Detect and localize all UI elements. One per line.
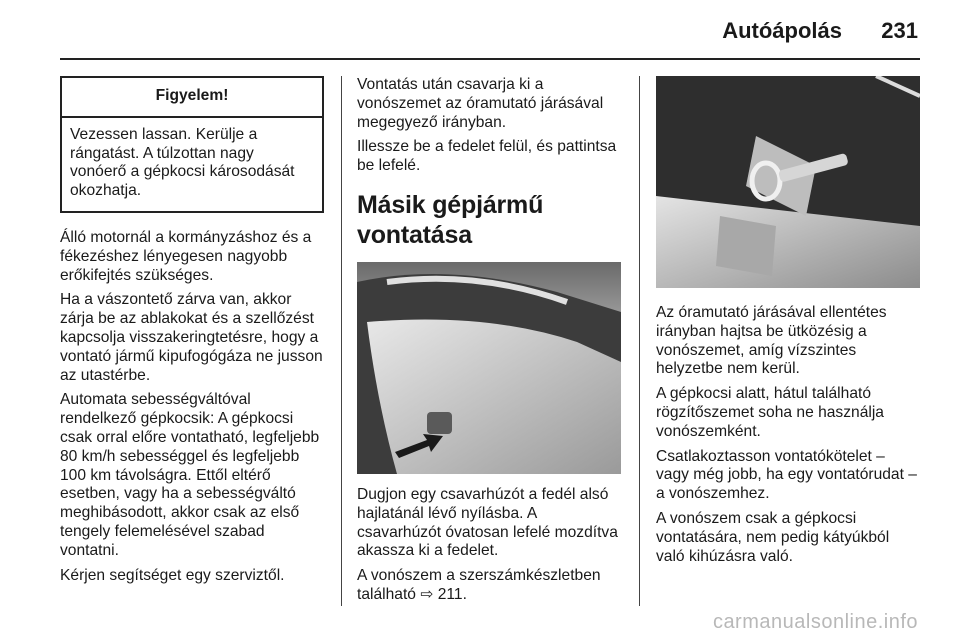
reference-page: 211. <box>437 585 467 603</box>
page-number: 231 <box>881 18 918 43</box>
warning-title: Figyelem! <box>62 78 322 118</box>
paragraph: Dugjon egy csavarhúzót a fedél alsó hajlatánál lévő nyílásba. A csavarhúzót óvatosan lefelé mozdítva akassza ki a fedelet. <box>357 485 618 560</box>
rear-bumper-cover-illustration <box>357 262 623 474</box>
page-reference-arrow-icon: ⇨ <box>420 585 434 603</box>
column-divider-2 <box>639 76 640 606</box>
paragraph: Illessze be a fedelet felül, és pattintsa be lefelé. <box>357 138 617 175</box>
towing-eye-illustration <box>656 76 922 288</box>
column-divider-1 <box>341 76 342 606</box>
paragraph: Az óramutató járásával ellentétes irányban hajtsa be ütközésig a vonószemet, amíg vízszintes helyzetbe nem kerül. <box>656 304 887 378</box>
paragraph: Ha a vászontető zárva van, akkor zárja be az ablakokat és a szellőzést kapcsolja visszakeringtetésre, hogy a vontató jármű kipufogógáza ne jusson az utastérbe. <box>60 291 323 384</box>
column-2 <box>357 76 623 611</box>
reference-paragraph <box>357 567 623 605</box>
paragraph: Vontatás után csavarja ki a vonószemet az óramutató járásával megegyező irányban. <box>357 76 604 131</box>
paragraph: A gépkocsi alatt, hátul található rögzítőszemet soha ne használja vonószemként. <box>656 385 884 440</box>
header-rule <box>60 58 920 60</box>
paragraph: Automata sebességváltóval rendelkező gépkocsik: A gépkocsi csak orral előre vontatható, legfeljebb 80 km/h sebességgel és legfeljebb 100 km távolságra. Ettől eltérő esetben, vagy ha a sebességváltó meghibásodott, akkor csak az első tengely felemelésével szabad vontatni. <box>60 391 320 559</box>
warning-box <box>60 76 324 213</box>
paragraph: A vonószem csak a gépkocsi vontatására, nem pedig kátyúkból való kihúzásra való. <box>656 509 890 565</box>
page-header-title: Autóápolás <box>722 18 842 43</box>
warning-text: Vezessen lassan. Kerülje a rángatást. A túlzottan nagy vonóerő a gépkocsi károsodását okozhatja. <box>70 125 295 200</box>
column-1 <box>60 76 324 591</box>
reference-text: A vonószem a szerszámkészletben található <box>357 567 601 603</box>
paragraph: Kérjen segítséget egy szerviztől. <box>60 566 285 584</box>
section-heading: Másik gépjármű vontatása <box>357 190 544 249</box>
paragraph: Csatlakoztasson vontatókötelet – vagy még jobb, ha egy vontatórudat – a vonószemhez. <box>656 447 917 503</box>
column-3 <box>656 76 922 572</box>
watermark: carmanualsonline.info <box>712 611 918 633</box>
paragraph: Álló motornál a kormányzáshoz és a fékezéshez lényegesen nagyobb erőkifejtés szükséges. <box>60 228 312 284</box>
